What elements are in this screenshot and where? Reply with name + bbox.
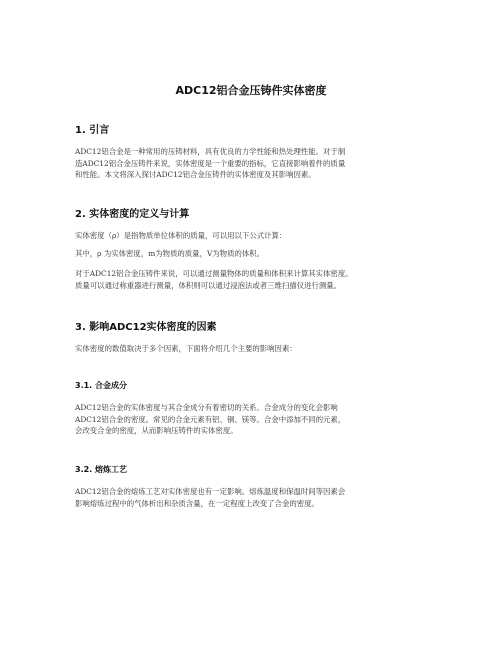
paragraph-definition [75,230,435,242]
text-line: ADC12铝合金的密度。常见的合金元素有铝、铜、镁等。合金中添加不同的元素， [75,414,346,424]
text-line: 会改变合金的密度，从而影响压铸件的实体密度。 [75,426,238,435]
paragraph-alloy-composition [75,402,435,437]
text-line: 和性能。本文将深入探讨ADC12铝合金压铸件的实体密度及其影响因素。 [75,170,316,179]
section-heading-definition: 2. 实体密度的定义与计算 [75,209,190,220]
paragraph-introduction [75,146,435,181]
text-line: ADC12铝合金是一种常用的压铸材料，具有优良的力学性能和热处理性能。对于制 [75,147,346,156]
paragraph-variables [75,248,435,260]
subsection-heading-alloy-composition: 3.1. 合金成分 [75,381,127,390]
text-line: 实体密度（ρ）是指物质单位体积的质量，可以用以下公式计算： [75,231,287,240]
text-line: 对于ADC12铝合金压铸件来说，可以通过测量物体的质量和体积来计算其实体密度。 [75,269,353,278]
section-heading-factors: 3. 影响ADC12实体密度的因素 [75,322,217,333]
paragraph-smelting-process [75,486,435,509]
text-line: ADC12铝合金的熔炼工艺对实体密度也有一定影响。熔炼温度和保温时间等因素会 [75,487,346,496]
text-line: 实体密度的数值取决于多个因素，下面将介绍几个主要的影响因素： [75,344,297,353]
paragraph-factors-intro [75,343,435,355]
subsection-heading-smelting-process: 3.2. 熔炼工艺 [75,465,127,474]
text-line: 影响熔炼过程中的气体析出和杂质含量，在一定程度上改变了合金的密度。 [75,498,319,508]
text-line: 造ADC12铝合金压铸件来说，实体密度是一个重要的指标，它直接影响着件的质量 [75,158,346,168]
text-line: ADC12铝合金的实体密度与其合金成分有着密切的关系。合金成分的变化会影响 [75,403,338,412]
text-line: 质量可以通过称重器进行测量，体积则可以通过浸泡法或者三维扫描仪进行测量。 [75,280,342,290]
paragraph-measurement [75,268,435,291]
section-heading-introduction: 1. 引言 [75,125,110,136]
text-line: 其中，ρ 为实体密度，m为物质的质量，V为物质的体积。 [75,249,265,258]
document-title: ADC12铝合金压铸件实体密度 [175,84,327,97]
